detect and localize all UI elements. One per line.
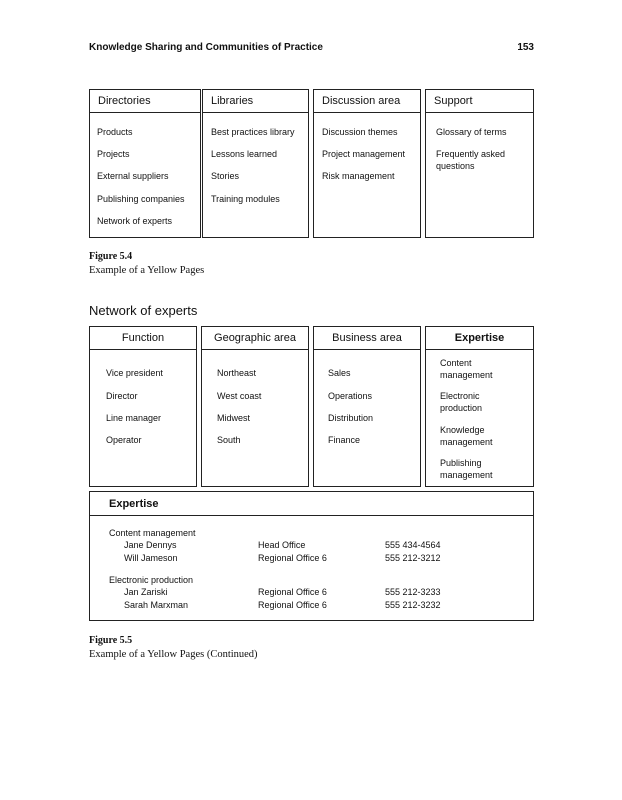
- expertise-detail-panel: [89, 491, 534, 621]
- list-item: South: [217, 435, 241, 445]
- function-box: [89, 326, 197, 487]
- column-heading: Libraries: [203, 90, 308, 113]
- list-item: Content management: [440, 358, 493, 380]
- figure-caption: Example of a Yellow Pages: [89, 265, 205, 276]
- list-item: Frequently asked questions: [436, 149, 506, 171]
- list-item: Finance: [328, 435, 361, 445]
- person-office: Regional Office 6: [258, 587, 327, 597]
- list-item: Best practices library: [211, 127, 295, 137]
- figure-label: Figure 5.5: [89, 635, 133, 646]
- person-name: Will Jameson: [124, 553, 178, 563]
- column-heading: Business area: [314, 327, 420, 350]
- column-heading: Discussion area: [314, 90, 420, 113]
- list-item: Midwest: [217, 413, 251, 423]
- list-item: Director: [106, 391, 138, 401]
- panel-heading: Expertise: [90, 492, 533, 516]
- list-item: West coast: [217, 391, 262, 401]
- geographic-area-box: [201, 326, 309, 487]
- list-item: Operator: [106, 435, 142, 445]
- list-item: Distribution: [328, 413, 374, 423]
- list-item: Operations: [328, 391, 373, 401]
- list-item: Discussion themes: [322, 127, 398, 137]
- support-box: [425, 89, 534, 238]
- list-item: Glossary of terms: [436, 127, 507, 137]
- column-heading: Function: [90, 327, 196, 350]
- person-office: Regional Office 6: [258, 600, 327, 610]
- list-item: Stories: [211, 171, 240, 181]
- list-item: Publishing companies: [97, 194, 185, 204]
- column-heading: Geographic area: [202, 327, 308, 350]
- person-phone: 555 434-4564: [385, 540, 441, 550]
- list-item: Lessons learned: [211, 149, 278, 159]
- business-area-box: [313, 326, 421, 487]
- person-name: Sarah Marxman: [124, 600, 189, 610]
- list-item: Knowledge management: [440, 425, 493, 447]
- discussion-area-box: [313, 89, 421, 238]
- list-item: External suppliers: [97, 171, 169, 181]
- figure-caption: Example of a Yellow Pages (Continued): [89, 649, 258, 660]
- list-item: Line manager: [106, 413, 162, 423]
- section-title: Network of experts: [89, 303, 198, 318]
- running-header-title: Knowledge Sharing and Communities of Practice: [89, 42, 323, 53]
- list-item: Vice president: [106, 368, 163, 378]
- list-item: Northeast: [217, 368, 257, 378]
- list-item: Training modules: [211, 194, 280, 204]
- list-item: Project management: [322, 149, 406, 159]
- list-item: Products: [97, 127, 133, 137]
- column-heading: Directories: [90, 90, 200, 113]
- list-item: Risk management: [322, 171, 395, 181]
- person-phone: 555 212-3232: [385, 600, 441, 610]
- libraries-box: [202, 89, 309, 238]
- person-office: Regional Office 6: [258, 553, 327, 563]
- directories-box: [89, 89, 201, 238]
- person-phone: 555 212-3212: [385, 553, 441, 563]
- figure-label: Figure 5.4: [89, 251, 133, 262]
- person-office: Head Office: [258, 540, 306, 550]
- person-name: Jane Dennys: [124, 540, 177, 550]
- column-heading: Support: [426, 90, 533, 113]
- expertise-box: [425, 326, 534, 487]
- expertise-group-name: Content management: [109, 528, 196, 538]
- list-item: Projects: [97, 149, 130, 159]
- page-number: 153: [517, 42, 534, 53]
- list-item: Network of experts: [97, 216, 173, 226]
- expertise-group-name: Electronic production: [109, 575, 194, 585]
- list-item: Sales: [328, 368, 351, 378]
- person-phone: 555 212-3233: [385, 587, 441, 597]
- column-heading: Expertise: [426, 327, 533, 350]
- list-item: Publishing management: [440, 458, 493, 480]
- list-item: Electronic production: [440, 391, 483, 413]
- person-name: Jan Zariski: [124, 587, 168, 597]
